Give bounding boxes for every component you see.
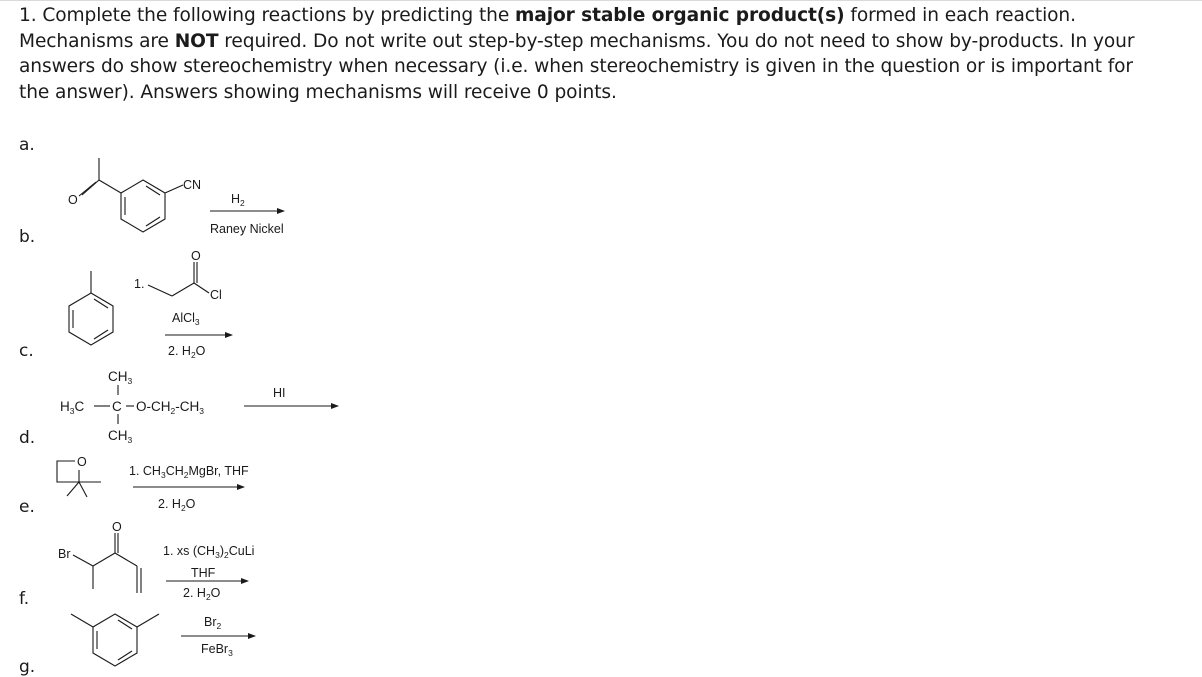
step-1-label: 1. [134, 277, 145, 291]
benzene-ring-f [93, 614, 137, 666]
benzene-ring-b [69, 293, 113, 345]
part-label-e: e. [19, 497, 35, 517]
reaction-c [94, 385, 338, 424]
part-label-a: a. [19, 135, 35, 155]
question-number: 1. [19, 5, 37, 26]
raney-nickel-label: Raney Nickel [210, 222, 284, 236]
reagent-h2: $H_2$ [231, 192, 245, 208]
reaction-e [73, 533, 248, 593]
part-label-f: f. [19, 589, 30, 609]
water-workup-label: 2. $H_2O$ [158, 497, 196, 513]
instruction-text: Complete the following reactions by predicting the [36, 5, 515, 26]
instruction-bold: major stable organic product(s) [514, 5, 845, 26]
atom-o: O [68, 193, 78, 207]
bromo-label: Br [58, 547, 71, 561]
bottom-methyl: $CH_3$ [108, 428, 133, 445]
thf-label: THF [191, 566, 216, 580]
reaction-b [69, 262, 232, 345]
nitrile-label: CN [183, 178, 202, 192]
febr3-label: FeBr$_3$ [201, 642, 233, 658]
instruction-text: formed in each reaction. [844, 5, 1076, 26]
instruction-bold: NOT [174, 30, 219, 52]
water-workup-label: 2. $H_2O$ [183, 586, 221, 602]
water-workup-label: 2. $H_2O$ [168, 344, 206, 360]
oxetane-oxygen: O [77, 455, 87, 469]
hi-reagent: HI [273, 386, 286, 400]
carbonyl-oxygen: O [112, 520, 122, 534]
top-methyl: $CH_3$ [108, 369, 133, 386]
part-label-b: b. [19, 227, 36, 247]
instruction-text: required. Do not write out step-by-step mechanisms. You do not need to show by-products. In your [218, 30, 1135, 52]
left-methyl: $H_3C$ [60, 399, 85, 416]
quaternary-carbon: C [112, 399, 122, 414]
benzene-ring-a [121, 180, 165, 232]
part-label-d: d. [19, 428, 36, 448]
part-label-g: g. [19, 657, 36, 677]
cuprate-reagent: 1. xs $(CH_3)_2CuLi$ [163, 544, 255, 560]
bromine-reagent: $Br_2$ [204, 615, 222, 631]
alcl3-label: AlCl$_3$ [172, 311, 200, 327]
instruction-text: Mechanisms are [19, 30, 175, 52]
instruction-line-3: answers do show stereochemistry when necessary (i.e. when stereochemistry is given in the question or is important for [19, 56, 1133, 78]
reaction-a [79, 158, 284, 232]
ether-chain: $O-CH_2-CH_3$ [136, 399, 204, 416]
instruction-line-4: the answer). Answers showing mechanisms will receive 0 points. [19, 81, 617, 103]
chloride-label: Cl [210, 288, 222, 302]
grignard-reagent: 1. $CH_3CH_2MgBr$, THF [129, 464, 249, 480]
reaction-f [71, 614, 255, 666]
part-label-c: c. [19, 341, 34, 361]
carbonyl-oxygen: O [191, 249, 201, 263]
